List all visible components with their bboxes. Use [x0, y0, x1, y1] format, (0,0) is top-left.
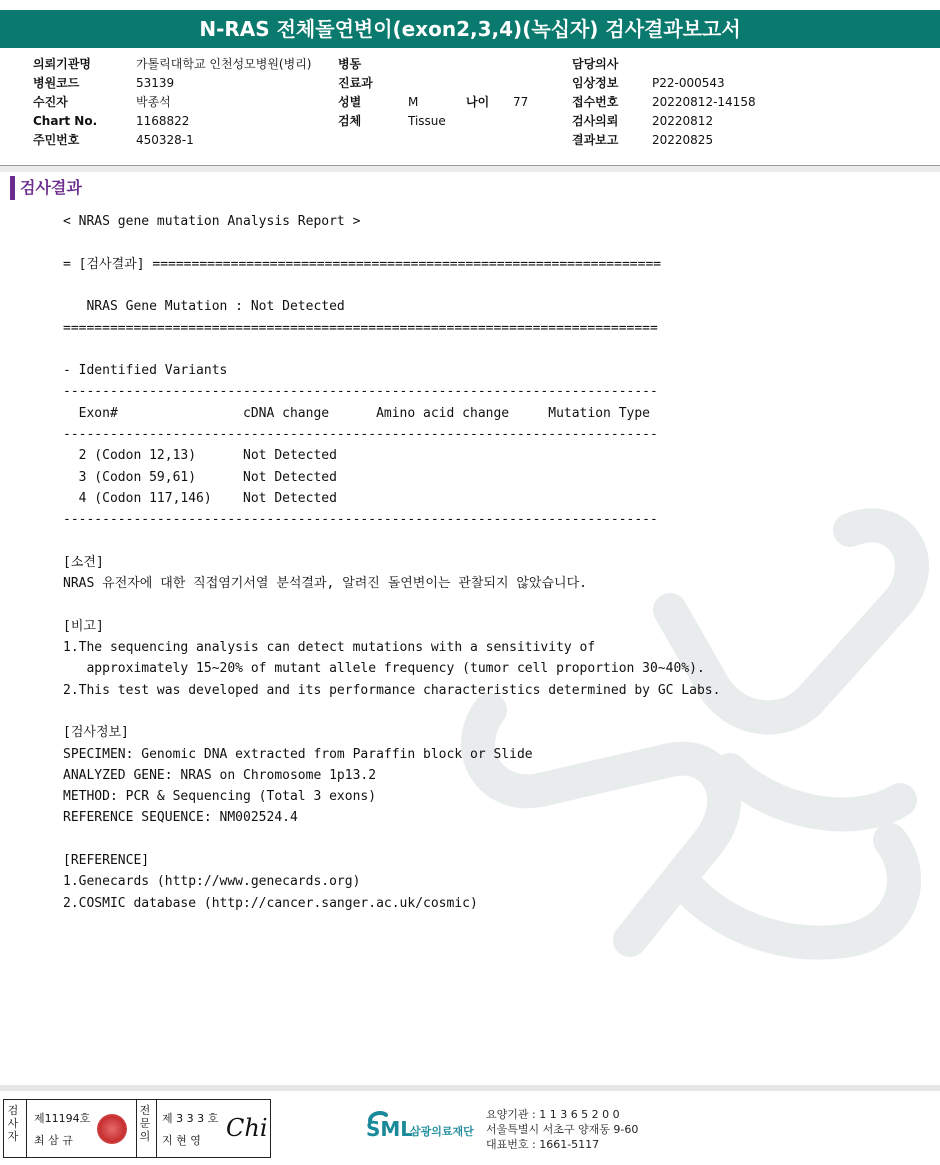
seal-stamp	[97, 1114, 127, 1144]
specialist-label-text: 전문의	[139, 1104, 151, 1143]
report-line: METHOD: PCR & Sequencing (Total 3 exons)	[63, 789, 377, 805]
report-line: REFERENCE SEQUENCE: NM002524.4	[63, 810, 298, 826]
sig-divider-1	[26, 1100, 27, 1157]
org-line-2: 서울특별시 서초구 양재동 9-60	[486, 1123, 639, 1136]
value-clinical-info: P22-000543	[652, 76, 725, 90]
report-line: ANALYZED GENE: NRAS on Chromosome 1p13.2	[63, 767, 377, 783]
report-line: = [검사결과] =================================================================	[63, 256, 662, 272]
label-report-date: 결과보고	[572, 133, 619, 147]
label-age: 나이	[466, 95, 490, 109]
label-clinical-info: 임상정보	[572, 76, 619, 90]
inspector-label	[7, 1104, 21, 1143]
org-line-3: 대표번호 : 1661-5117	[486, 1138, 600, 1151]
label-sex: 성별	[338, 95, 362, 109]
report-line: ----------------------------------------------------------------------------	[63, 427, 658, 442]
value-specimen: Tissue	[408, 114, 446, 128]
report-line: Exon# cDNA change Amino acid change Mutation Type	[63, 405, 650, 421]
signature: Chi	[226, 1114, 268, 1142]
report-line: ----------------------------------------------------------------------------	[63, 512, 658, 528]
section-title: 검사결과	[20, 178, 82, 197]
report-line: 1.Genecards (http://www.genecards.org)	[63, 874, 361, 890]
header-col3-values	[652, 55, 756, 150]
value-doctor	[652, 55, 756, 74]
watermark-logo	[430, 470, 940, 1010]
value-department	[408, 74, 446, 93]
header-col1-labels	[33, 55, 97, 150]
org-line-1: 요양기관 : 1 1 3 6 5 2 0 0	[486, 1108, 620, 1121]
footer-band	[0, 1085, 940, 1091]
label-doctor: 담당의사	[572, 57, 619, 71]
inspector-no: 제11194호	[34, 1112, 91, 1125]
header-col1-values	[136, 55, 311, 150]
report-line: - Identified Variants	[63, 363, 228, 379]
org-name: 삼광의료재단	[410, 1125, 474, 1138]
label-chart-no: Chart No.	[33, 114, 98, 128]
value-resident-no: 450328-1	[136, 133, 194, 147]
org-info	[486, 1107, 638, 1152]
value-receipt-no: 20220812-14158	[652, 95, 756, 109]
label-receipt-no: 접수번호	[572, 95, 619, 109]
value-ward	[408, 55, 446, 74]
header-col2-labels	[338, 55, 373, 131]
header-col2-values	[408, 55, 446, 131]
report-line: SPECIMEN: Genomic DNA extracted from Paraffin block or Slide	[63, 746, 533, 762]
report-line: < NRAS gene mutation Analysis Report >	[63, 214, 361, 229]
report-line: 4 (Codon 117,146) Not Detected	[63, 490, 337, 506]
report-line: approximately 15~20% of mutant allele frequency (tumor cell proportion 30~40%).	[63, 661, 705, 677]
value-age: 77	[513, 95, 529, 109]
inspector-name: 최 삼 규	[34, 1134, 73, 1147]
specialist-no: 제 3 3 3 호	[162, 1112, 219, 1125]
inspector-label-text: 검사자	[7, 1104, 19, 1143]
report-line: [소견]	[63, 554, 104, 570]
label-hospital-code: 병원코드	[33, 76, 80, 90]
sml-logo	[364, 1107, 484, 1147]
value-hospital-code: 53139	[136, 76, 175, 90]
label-department: 진료과	[338, 76, 373, 90]
report-line: [비고]	[63, 618, 104, 634]
sml-logo-text: SML	[366, 1117, 414, 1141]
report-line: 2.This test was developed and its performance characteristics determined by GC Labs.	[63, 682, 721, 698]
section-marker	[10, 176, 15, 200]
report-line: 1.The sequencing analysis can detect mutations with a sensitivity of	[63, 640, 596, 655]
value-patient: 박종석	[136, 95, 171, 109]
signature-box	[3, 1099, 271, 1158]
report-line: NRAS Gene Mutation : Not Detected	[63, 299, 345, 315]
label-ward: 병동	[338, 57, 362, 71]
specialist-name: 지 현 영	[162, 1134, 201, 1147]
report-line: [검사정보]	[63, 725, 129, 741]
report-line: 2.COSMIC database (http://cancer.sanger.ac.uk/cosmic)	[63, 895, 478, 911]
label-specimen: 검체	[338, 114, 362, 128]
report-line: 3 (Codon 59,61) Not Detected	[63, 469, 337, 485]
value-sex: M	[408, 95, 419, 109]
label-institution: 의뢰기관명	[33, 57, 91, 71]
value-institution: 가톨릭대학교 인천성모병원(병리)	[136, 57, 312, 71]
specialist-label	[139, 1104, 153, 1143]
label-resident-no: 주민번호	[33, 133, 80, 147]
report-line: ----------------------------------------------------------------------------	[63, 384, 658, 400]
label-patient: 수진자	[33, 95, 68, 109]
header-gray-band	[0, 166, 940, 172]
value-chart-no: 1168822	[136, 114, 190, 128]
value-request-date: 20220812	[652, 114, 714, 128]
sig-divider-3	[156, 1100, 157, 1157]
sig-divider-2	[136, 1100, 137, 1157]
report-title: N-RAS 전체돌연변이(exon2,3,4)(녹십자) 검사결과보고서	[0, 10, 940, 48]
report-line: [REFERENCE]	[63, 853, 150, 868]
header-col3-labels	[572, 55, 618, 150]
report-line: 2 (Codon 12,13) Not Detected	[63, 448, 337, 464]
value-report-date: 20220825	[652, 133, 714, 147]
report-line: ============================================================================	[63, 320, 658, 336]
label-request-date: 검사의뢰	[572, 114, 619, 128]
report-line: NRAS 유전자에 대한 직접염기서열 분석결과, 알려진 돌연변이는 관찰되지 않았습니다.	[63, 576, 587, 592]
